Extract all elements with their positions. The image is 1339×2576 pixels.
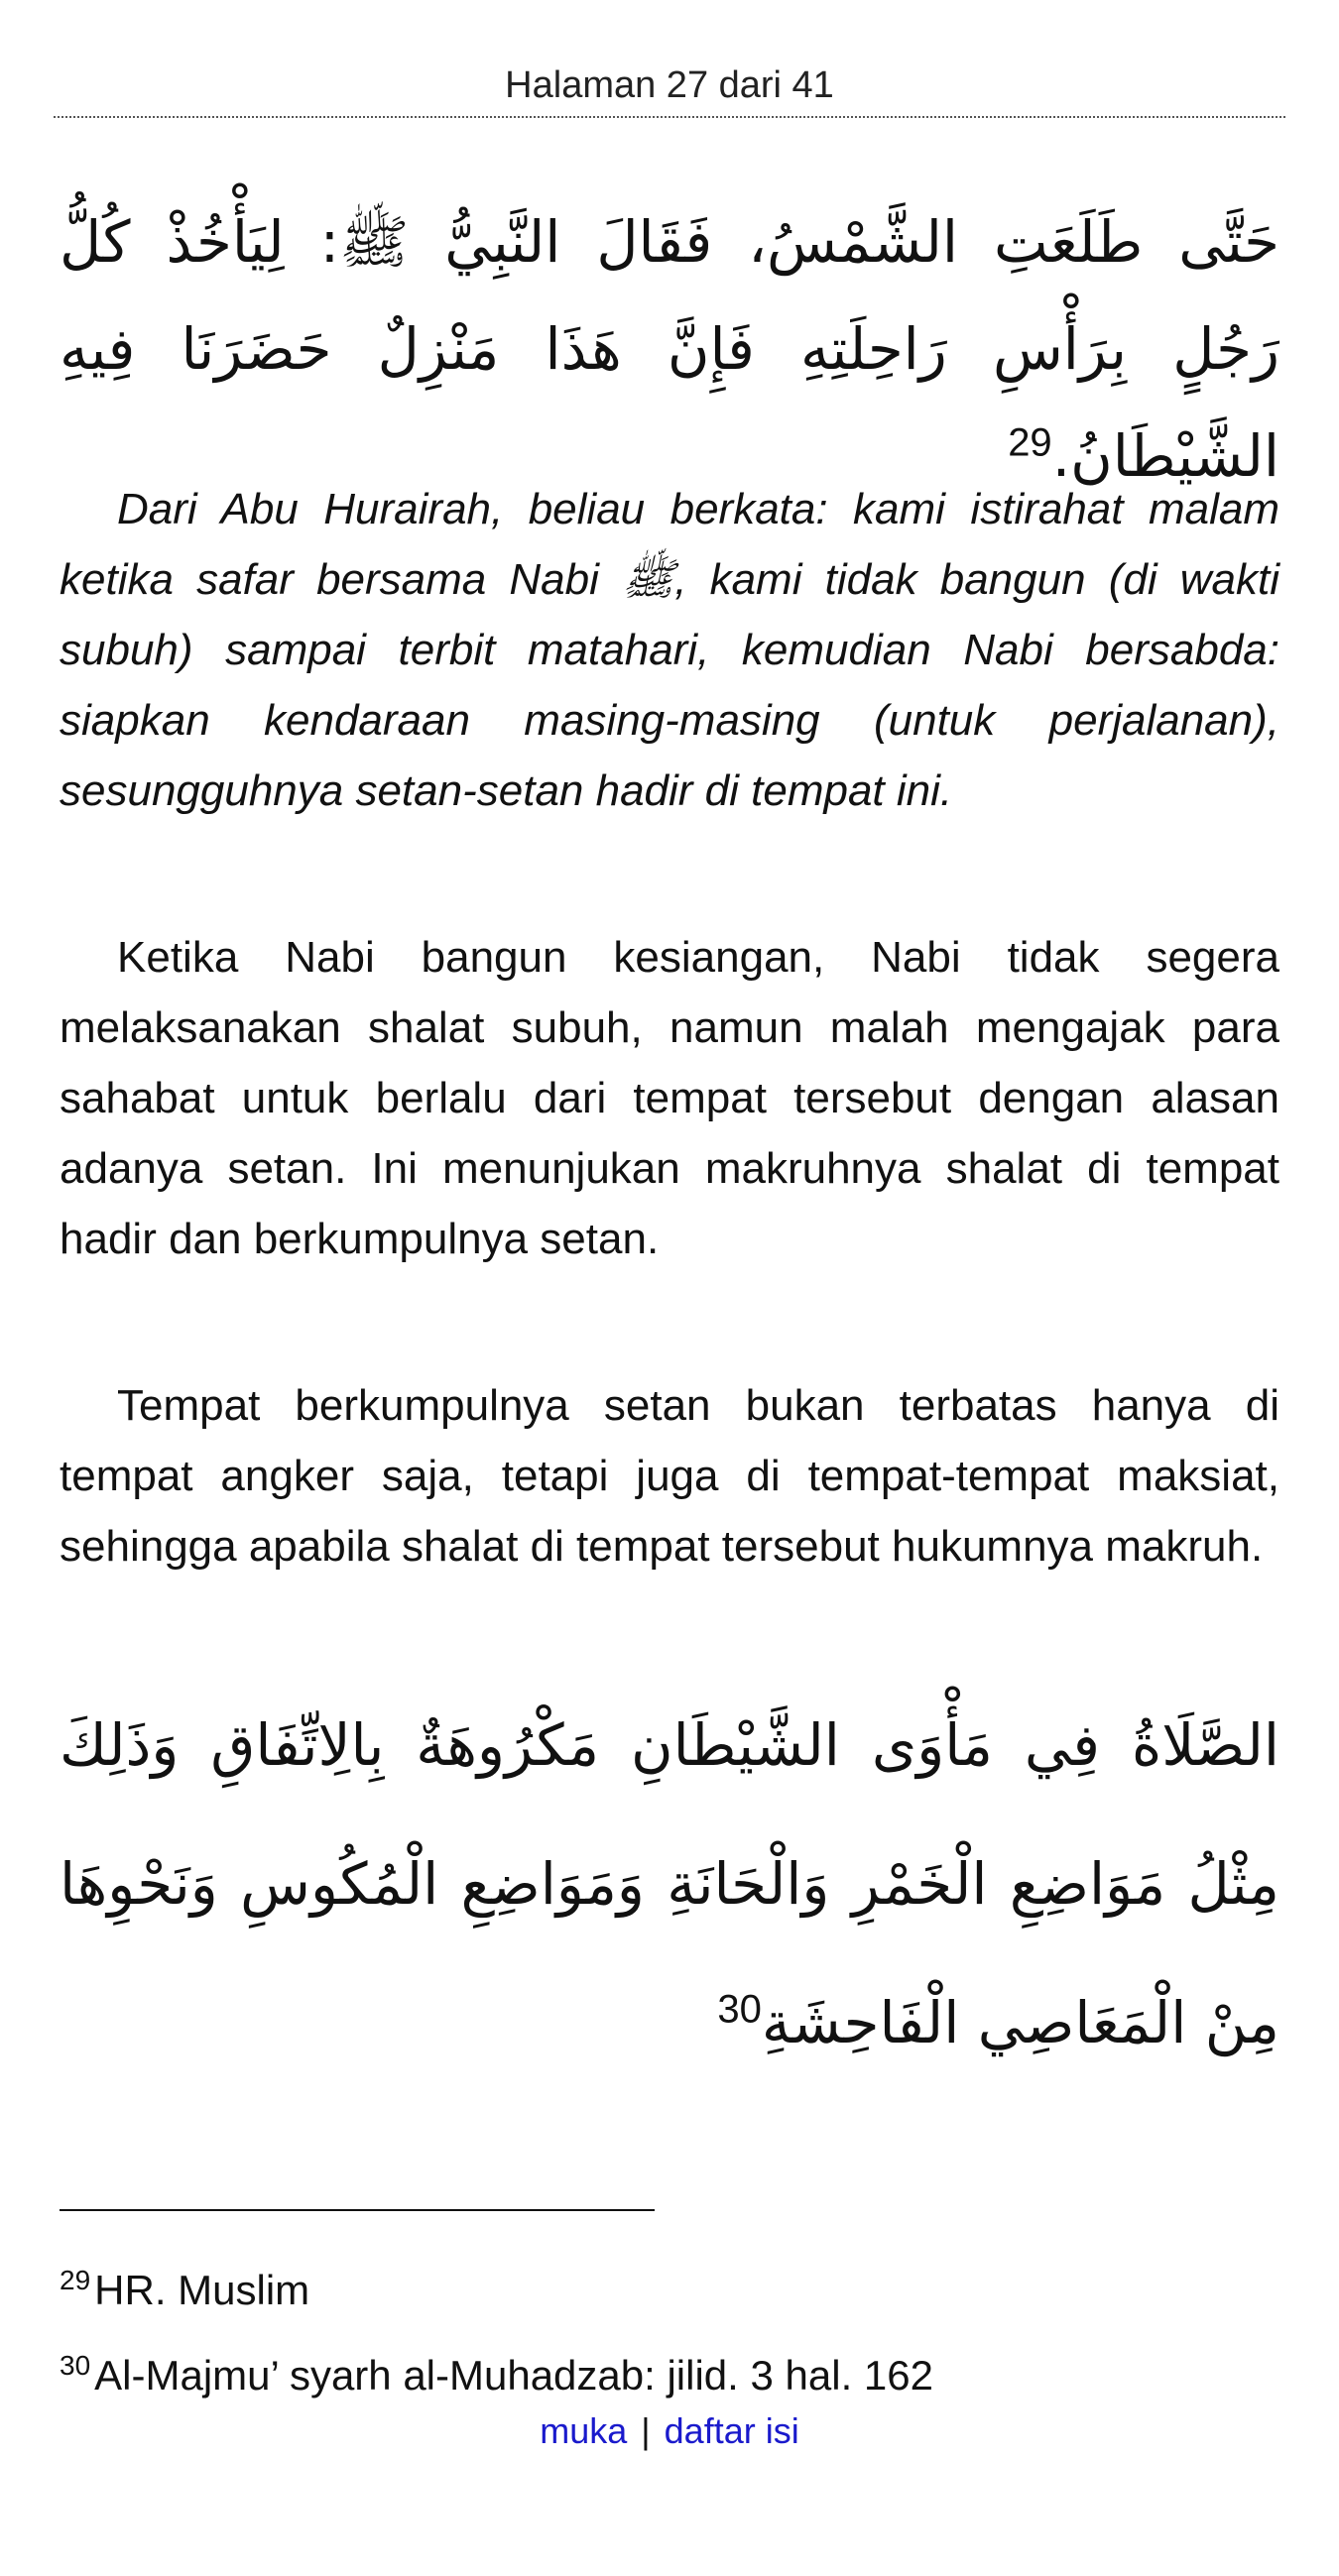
hadith-translation-paragraph: Dari Abu Hurairah, beliau berkata: kami istirahat malam ketika safar bersama Nabi ﷺ, kami tidak bangun (di wakti subuh) sampai terbit matahari, kemudian Nabi bersabda: siapkan kendaraan masing-masing (untuk perjalanan), sesungguhnya setan-setan hadir di tempat ini. bbox=[60, 485, 1279, 815]
header-dotted-divider bbox=[54, 116, 1285, 118]
nav-separator: | bbox=[641, 2410, 651, 2451]
footnote-ref-29[interactable]: 29 bbox=[1008, 420, 1052, 465]
arabic-quote-text: الصَّلَاةُ فِي مَأْوَى الشَّيْطَانِ مَكْرُوهَةٌ بِالِاتِّفَاقِ وَذَلِكَ مِثْلُ مَوَاضِعِ الْخَمْرِ وَالْحَانَةِ وَمَوَاضِعِ الْمُكُوسِ وَنَحْوِهَا مِنْ الْمَعَاصِي الْفَاحِشَةِ bbox=[60, 1711, 1279, 2056]
explanation-paragraph-1: Ketika Nabi bangun kesiangan, Nabi tidak segera melaksanakan shalat subuh, namun malah mengajak para sahabat untuk berlalu dari tempat tersebut dengan alasan adanya setan. Ini menunjukan makruhnya shalat di tempat hadir dan berkumpulnya setan. bbox=[60, 933, 1279, 1263]
footnote-text: Al-Majmu’ syarh al-Muhadzab: jilid. 3 hal. 162 bbox=[94, 2352, 933, 2399]
footnote-30 bbox=[60, 2348, 1279, 2403]
page-navigation bbox=[60, 2407, 1279, 2455]
page-number-header: Halaman 27 dari 41 bbox=[505, 64, 834, 106]
footnote-29 bbox=[60, 2263, 1279, 2318]
footnote-number: 30 bbox=[60, 2350, 91, 2381]
arabic-hadith-text: حَتَّى طَلَعَتِ الشَّمْسُ، فَقَالَ النَّبِيُّ ﷺ: لِيَأْخُذْ كُلُّ رَجُلٍ بِرَأْسِ رَاحِلَتِهِ فَإِنَّ هَذَا مَنْزِلٌ حَضَرَنَا فِيهِ الشَّيْطَانُ. bbox=[60, 208, 1279, 490]
footnote-ref-30[interactable]: 30 bbox=[717, 1987, 762, 2032]
arabic-hadith-block bbox=[60, 188, 1279, 510]
footnote-text: HR. Muslim bbox=[94, 2267, 310, 2313]
footnote-divider bbox=[60, 2209, 655, 2211]
explanation-paragraph-2: Tempat berkumpulnya setan bukan terbatas hanya di tempat angker saja, tetapi juga di tempat-tempat maksiat, sehingga apabila shalat di tempat tersebut hukumnya makruh. bbox=[60, 1381, 1279, 1571]
cover-link[interactable]: muka bbox=[540, 2410, 628, 2451]
table-of-contents-link[interactable]: daftar isi bbox=[664, 2410, 799, 2451]
document-page bbox=[60, 0, 1279, 2576]
footnote-number: 29 bbox=[60, 2265, 91, 2295]
arabic-quote-block bbox=[60, 1676, 1279, 2092]
